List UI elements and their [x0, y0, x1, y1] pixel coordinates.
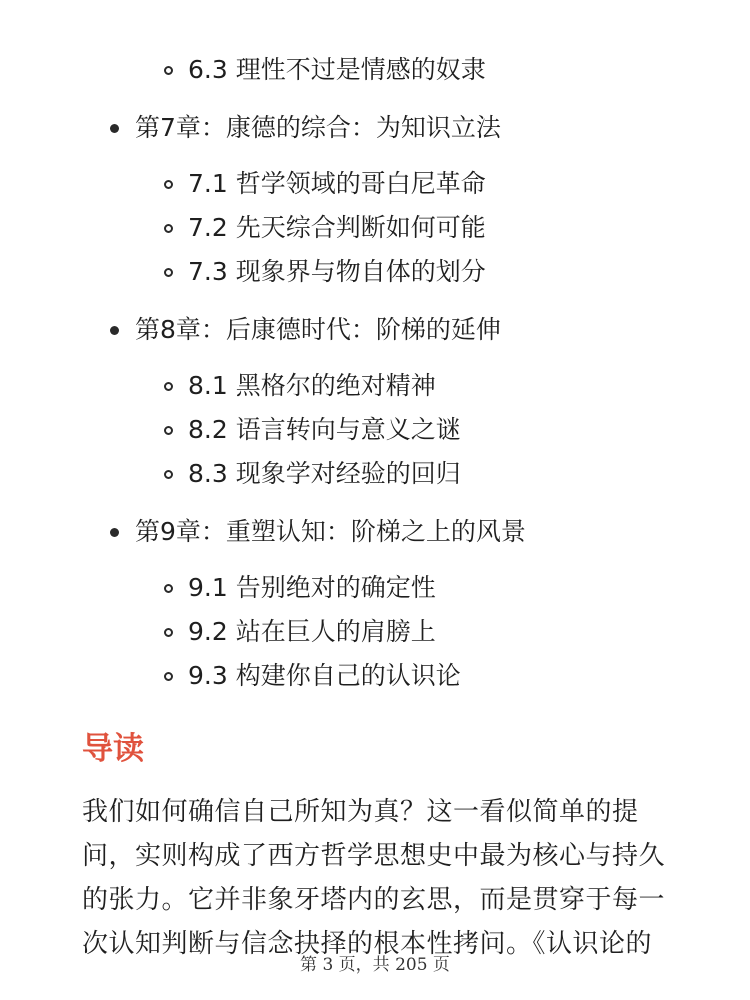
hollow-bullet-icon — [164, 672, 173, 681]
toc-sub-item — [164, 570, 436, 606]
hollow-bullet-icon — [164, 224, 173, 233]
hollow-bullet-icon — [164, 180, 173, 189]
paragraph-line: 我们如何确信自己所知为真？这一看似简单的提 — [82, 797, 639, 827]
toc-chapter-item — [110, 512, 526, 552]
toc-sub-label: 7.2 先天综合判断如何可能 — [188, 213, 486, 242]
toc-chapter-item — [110, 310, 501, 350]
toc-sub-item — [164, 166, 486, 202]
toc-sub-item — [164, 412, 461, 448]
toc-sub-label: 9.3 构建你自己的认识论 — [188, 661, 461, 690]
hollow-bullet-icon — [164, 426, 173, 435]
toc-sub-item — [164, 210, 486, 246]
paragraph-line: 问，实则构成了西方哲学思想史中最为核心与持久 — [82, 841, 666, 871]
paragraph-line: 的张力。它并非象牙塔内的玄思，而是贯穿于每一 — [82, 885, 666, 915]
toc-sub-item — [164, 456, 461, 492]
toc-sub-item — [164, 52, 486, 88]
toc-sub-label: 8.3 现象学对经验的回归 — [188, 459, 461, 488]
toc-sub-label: 8.1 黑格尔的绝对精神 — [188, 371, 436, 400]
toc-sub-label: 7.3 现象界与物自体的划分 — [188, 257, 486, 286]
section-heading: 导读 — [82, 731, 144, 767]
toc-chapter-label: 第7章：康德的综合：为知识立法 — [135, 113, 501, 142]
solid-bullet-icon — [110, 326, 119, 335]
toc-sub-item — [164, 614, 436, 650]
hollow-bullet-icon — [164, 628, 173, 637]
intro-paragraph — [82, 790, 692, 966]
hollow-bullet-icon — [164, 66, 173, 75]
hollow-bullet-icon — [164, 470, 173, 479]
toc-sub-label: 6.3 理性不过是情感的奴隶 — [188, 55, 486, 84]
toc-sub-item — [164, 658, 461, 694]
toc-sub-item — [164, 368, 436, 404]
toc-sub-item — [164, 254, 486, 290]
toc-chapter-label: 第8章：后康德时代：阶梯的延伸 — [135, 315, 501, 344]
toc-chapter-item — [110, 108, 501, 148]
hollow-bullet-icon — [164, 382, 173, 391]
toc-chapter-label: 第9章：重塑认知：阶梯之上的风景 — [135, 517, 526, 546]
toc-sub-label: 8.2 语言转向与意义之谜 — [188, 415, 461, 444]
hollow-bullet-icon — [164, 268, 173, 277]
solid-bullet-icon — [110, 124, 119, 133]
toc-sub-label: 9.1 告别绝对的确定性 — [188, 573, 436, 602]
solid-bullet-icon — [110, 528, 119, 537]
hollow-bullet-icon — [164, 584, 173, 593]
toc-sub-label: 7.1 哲学领域的哥白尼革命 — [188, 169, 486, 198]
page-number: 第 3 页，共 205 页 — [300, 955, 450, 975]
toc-sub-label: 9.2 站在巨人的肩膀上 — [188, 617, 436, 646]
paragraph-line: 次认知判断与信念抉择的根本性拷问。《认识论的 — [82, 929, 653, 959]
